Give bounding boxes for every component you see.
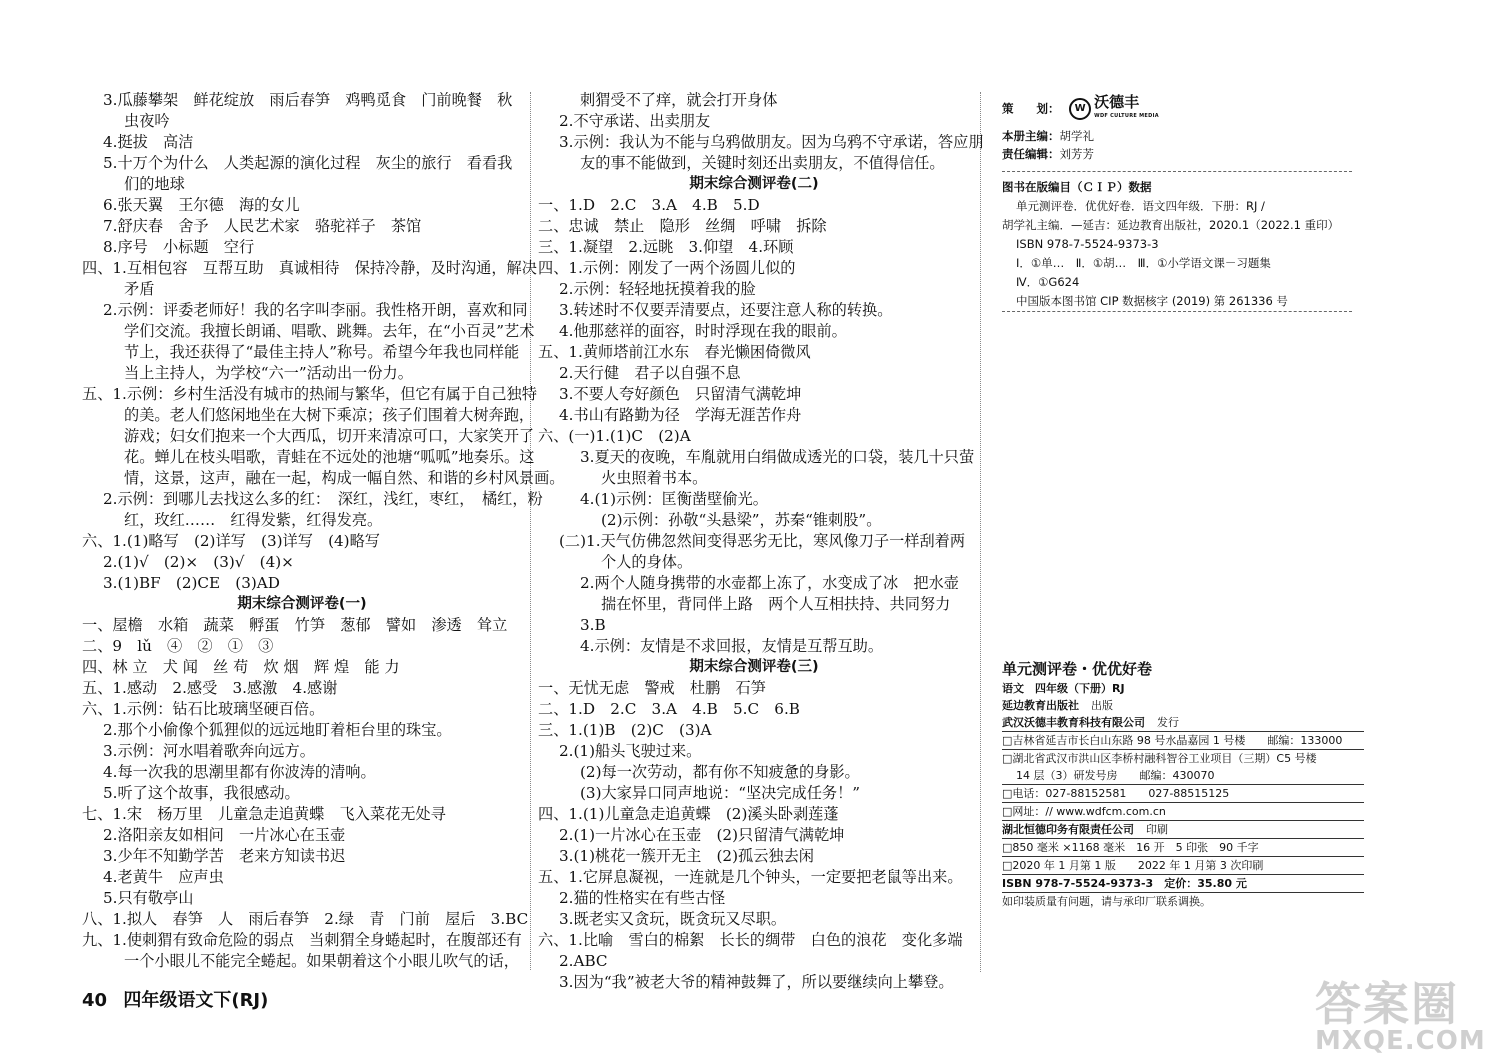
answer-line: 2.天行健 君子以自强不息 bbox=[559, 364, 741, 382]
answer-line: 六、1.示例：钻石比玻璃坚硬百倍。 bbox=[82, 700, 325, 718]
answer-line: 四、1.示例：刚发了一两个汤圆儿似的 bbox=[538, 259, 796, 277]
answer-line: 的美。老人们悠闲地坐在大树下乘凉；孩子们围着大树奔跑， bbox=[124, 406, 535, 424]
answer-line: 火虫照着书本。 bbox=[601, 469, 708, 487]
answer-line: 2.那个小偷像个狐狸似的远远地盯着柜台里的珠宝。 bbox=[103, 721, 452, 739]
column-divider bbox=[980, 92, 981, 972]
answer-line: 7.舒庆春 舍予 人民艺术家 骆驼祥子 茶馆 bbox=[103, 217, 422, 235]
imprint-spec: □850 毫米 ×1168 毫米 16 开 5 印张 90 千字 bbox=[1002, 839, 1364, 857]
imprint-phone: □电话：027-88152581 027-88515125 bbox=[1002, 785, 1364, 803]
answer-line: 4.他那慈祥的面容，时时浮现在我的眼前。 bbox=[559, 322, 847, 340]
answer-line: 一、无忧无虑 警戒 杜鹏 石笋 bbox=[538, 679, 766, 697]
imprint-website: □网址：// www.wdfcm.com.cn bbox=[1002, 803, 1364, 821]
answer-line: 八、1.拟人 春笋 人 雨后春笋 2.绿 青 门前 屋后 3.BC bbox=[82, 910, 529, 928]
cip-block bbox=[1002, 197, 1352, 312]
answer-line: 四、1.互相包容 互帮互助 真诚相待 保持冷静，及时沟通，解决 bbox=[82, 259, 537, 277]
answer-line: 矛盾 bbox=[124, 280, 155, 298]
answer-line: 4.每一次我的思潮里都有你波涛的清响。 bbox=[103, 763, 376, 781]
section-heading: 期末综合测评卷(一) bbox=[237, 596, 367, 612]
answer-line: 3.(1)桃花一簇开无主 (2)孤云独去闲 bbox=[559, 847, 814, 865]
answer-line: 个人的身体。 bbox=[601, 553, 693, 571]
imprint-edition: □2020 年 1 月第 1 版 2022 年 1 月第 3 次印刷 bbox=[1002, 857, 1364, 875]
answer-line: 2.猫的性格实在有些古怪 bbox=[559, 889, 726, 907]
answer-column-middle bbox=[538, 90, 984, 993]
imprint-block bbox=[1002, 658, 1364, 910]
section-heading: 期末综合测评卷(二) bbox=[689, 176, 819, 192]
answer-line: 刺猬受不了痒，就会打开身体 bbox=[580, 91, 778, 109]
answer-line: 4.(1)示例：匡衡凿壁偷光。 bbox=[580, 490, 768, 508]
answer-line: 3.既老实又贪玩，既贪玩又尽职。 bbox=[559, 910, 787, 928]
answer-line: 一、屋檐 水箱 蔬菜 孵蛋 竹笋 葱郁 譬如 渗透 耸立 bbox=[82, 616, 508, 634]
answer-line: 3.示例：我认为不能与乌鸦做朋友。因为乌鸦不守承诺，答应朋 bbox=[559, 133, 984, 151]
responsible-editor-row: 责任编辑：刘芳芳 bbox=[1002, 147, 1094, 161]
answer-line: 四、1.(1)儿童急走追黄蝶 (2)溪头卧剥莲蓬 bbox=[538, 805, 839, 823]
answer-line: 5.只有敬亭山 bbox=[103, 889, 194, 907]
imprint-subject: 语文 四年级（下册）RJ bbox=[1002, 682, 1125, 695]
answer-line: 2.两个人随身携带的水壶都上冻了，水变成了冰 把水壶 bbox=[580, 574, 959, 592]
imprint-address-3: 14 层（3）研发号房 邮编：430070 bbox=[1002, 767, 1364, 785]
answer-line: 2.洛阳亲友如相问 一片冰心在玉壶 bbox=[103, 826, 346, 844]
answer-line: 3.示例：河水唱着歌奔向远方。 bbox=[103, 742, 315, 760]
answer-line: 2.(1)一片冰心在玉壶 (2)只留清气满乾坤 bbox=[559, 826, 845, 844]
answer-line: 揣在怀里，背同伴上路 两个人互相扶持、共同努力 bbox=[601, 595, 951, 613]
answer-line: 3.瓜藤攀架 鲜花绽放 雨后春笋 鸡鸭觅食 门前晚餐 秋 bbox=[103, 91, 513, 109]
cip-line: 单元测评卷．优优好卷．语文四年级．下册：RJ / bbox=[1016, 199, 1265, 213]
cip-line: Ⅰ．①单… Ⅱ．①胡… Ⅲ．①小学语文课－习题集 bbox=[1016, 256, 1271, 270]
answer-line: 4.挺拔 高洁 bbox=[103, 133, 194, 151]
answer-line: 五、1.它屏息凝视，一连就是几个钟头，一定要把老鼠等出来。 bbox=[538, 868, 963, 886]
answer-line: 2.(1)船头飞驶过来。 bbox=[559, 742, 702, 760]
answer-line: 九、1.使刺猬有致命危险的弱点 当刺猬全身蜷起时，在腹部还有 bbox=[82, 931, 522, 949]
planner-row bbox=[1002, 95, 1352, 123]
cip-line: ISBN 978-7-5524-9373-3 bbox=[1016, 237, 1159, 251]
answer-line: 游戏；妇女们抱来一个大西瓜，切开来清凉可口，大家笑开了 bbox=[124, 427, 535, 445]
answer-line: 二、1.D 2.C 3.A 4.B 5.C 6.B bbox=[538, 700, 800, 718]
answer-line: 3.因为“我”被老大爷的精神鼓舞了，所以要继续向上攀登。 bbox=[559, 973, 954, 991]
cip-line: 胡学礼主编．—延吉：延边教育出版社，2020.1（2022.1 重印） bbox=[1002, 218, 1340, 232]
answer-line: 8.序号 小标题 空行 bbox=[103, 238, 255, 256]
answer-line: (2)每一次劳动，都有你不知疲惫的身影。 bbox=[580, 763, 860, 781]
answer-line: 三、1.凝望 2.远眺 3.仰望 4.环顾 bbox=[538, 238, 794, 256]
answer-line: 五、1.黄师塔前江水东 春光懒困倚微风 bbox=[538, 343, 811, 361]
answer-line: 3.夏天的夜晚，车胤就用白绢做成透光的口袋，装几十只萤 bbox=[580, 448, 975, 466]
imprint-isbn-price: ISBN 978-7-5524-9373-3 定价：35.80 元 bbox=[1002, 875, 1364, 893]
answer-line: 3.转述时不仅要弄清要点，还要注意人称的转换。 bbox=[559, 301, 893, 319]
wdf-logo-icon: W bbox=[1069, 98, 1091, 120]
answer-line: 5.听了这个故事，我很感动。 bbox=[103, 784, 300, 802]
answer-line: 三、1.(1)B (2)C (3)A bbox=[538, 721, 712, 739]
answer-line: 5.十万个为什么 人类起源的演化过程 灰尘的旅行 看看我 bbox=[103, 154, 513, 172]
answer-line: 五、1.示例：乡村生活没有城市的热闹与繁华，但它有属于自己独特 bbox=[82, 385, 537, 403]
section-heading: 期末综合测评卷(三) bbox=[689, 659, 819, 675]
imprint-note: 如印装质量有问题，请与承印厂联系调换。 bbox=[1002, 895, 1211, 908]
answer-line: 七、1.宋 杨万里 儿童急走追黄蝶 飞入菜花无处寻 bbox=[82, 805, 446, 823]
answer-line: 3.不要人夸好颜色 只留清气满乾坤 bbox=[559, 385, 802, 403]
answer-line: 们的地球 bbox=[124, 175, 185, 193]
chief-editor-row: 本册主编：胡学礼 bbox=[1002, 129, 1094, 143]
logo-subtitle: WDF CULTURE MEDIA bbox=[1094, 113, 1159, 119]
imprint-title: 单元测评卷・优优好卷 bbox=[1002, 660, 1153, 678]
answer-line: (2)示例：孙敬“头悬梁”，苏秦“锥刺股”。 bbox=[601, 511, 882, 529]
answer-line: 6.张天翼 王尔德 海的女儿 bbox=[103, 196, 300, 214]
answer-line: 3.B bbox=[580, 616, 606, 634]
cip-line: 中国版本图书馆 CIP 数据核字 (2019) 第 261336 号 bbox=[1016, 294, 1288, 308]
answer-line: 一个小眼儿不能完全蜷起。如果朝着这个小眼儿吹气的话， bbox=[124, 952, 519, 970]
answer-line: 3.少年不知勤学苦 老来方知读书迟 bbox=[103, 847, 346, 865]
divider bbox=[1002, 171, 1352, 172]
imprint-address-1: □吉林省延吉市长白山东路 98 号水晶嘉园 1 号楼 邮编：133000 bbox=[1002, 732, 1364, 750]
logo-text: 沃德丰 bbox=[1094, 93, 1140, 111]
answer-line: 二、忠诚 禁止 隐形 丝绸 呼啸 拆除 bbox=[538, 217, 827, 235]
answer-line: 花。蝉儿在枝头唱歌，青蛙在不远处的池塘“呱呱”地奏乐。这 bbox=[124, 448, 535, 466]
answer-line: (3)大家异口同声地说：“坚决完成任务！” bbox=[580, 784, 861, 802]
publisher-logo bbox=[1069, 95, 1159, 123]
answer-line: 2.ABC bbox=[559, 952, 608, 970]
answer-column-left bbox=[82, 90, 565, 972]
answer-line: 一、1.D 2.C 3.A 4.B 5.D bbox=[538, 196, 760, 214]
answer-line: 当上主持人，为学校“六一”活动出一份力。 bbox=[124, 364, 413, 382]
imprint-printer: 湖北恒德印务有限责任公司 印刷 bbox=[1002, 821, 1364, 839]
answer-line: 4.书山有路勤为径 学海无涯苦作舟 bbox=[559, 406, 802, 424]
answer-line: 2.示例：评委老师好！我的名字叫李丽。我性格开朗，喜欢和同 bbox=[103, 301, 528, 319]
cip-line: Ⅳ．①G624 bbox=[1016, 275, 1080, 289]
column-divider bbox=[530, 92, 531, 970]
book-title: 四年级语文下(RJ) bbox=[123, 990, 269, 1011]
answer-line: (二)1.天气仿佛忽然间变得恶劣无比，寒风像刀子一样刮着两 bbox=[559, 532, 966, 550]
answer-line: 学们交流。我擅长朗诵、唱歌、跳舞。去年，在“小百灵”艺术 bbox=[124, 322, 535, 340]
imprint-publisher: 延边教育出版社 出版 bbox=[1002, 699, 1113, 712]
page-number: 40 bbox=[82, 990, 108, 1011]
answer-line: 4.示例：友情是不求回报，友情是互帮互助。 bbox=[580, 637, 884, 655]
answer-line: 情，这景，这声，融在一起，构成一幅自然、和谐的乡村风景画。 bbox=[124, 469, 565, 487]
answer-line: 2.示例：到哪儿去找这么多的红： 深红，浅红，枣红， 橘红，粉 bbox=[103, 490, 543, 508]
answer-line: 五、1.感动 2.感受 3.感激 4.感谢 bbox=[82, 679, 338, 697]
imprint-address-2: □湖北省武汉市洪山区李桥村融科智谷工业项目（三期）C5 号楼 bbox=[1002, 752, 1317, 765]
answer-line: 友的事不能做到，关键时刻还出卖朋友，不值得信任。 bbox=[580, 154, 945, 172]
answer-line: 节上，我还获得了“最佳主持人”称号。希望今年我也同样能 bbox=[124, 343, 520, 361]
answer-line: 六、1.比喻 雪白的棉絮 长长的绸带 白色的浪花 变化多端 bbox=[538, 931, 963, 949]
answer-line: 2.不守承诺、出卖朋友 bbox=[559, 112, 711, 130]
answer-line: 3.(1)BF (2)CE (3)AD bbox=[103, 574, 280, 592]
answer-line: 二、9 lǔ ④ ② ① ③ bbox=[82, 637, 274, 655]
cip-heading: 图书在版编目（ＣＩＰ）数据 bbox=[1002, 180, 1152, 194]
answer-line: 六、(一)1.(1)C (2)A bbox=[538, 427, 691, 445]
answer-line: 红，玫红…… 红得发紫，红得发亮。 bbox=[124, 511, 383, 529]
answer-line: 2.(1)√ (2)× (3)√ (4)× bbox=[103, 553, 294, 571]
answer-line: 虫夜吟 bbox=[124, 112, 170, 130]
imprint-distributor: 武汉沃德丰教育科技有限公司 发行 bbox=[1002, 714, 1364, 732]
page-footer bbox=[82, 986, 268, 1012]
answer-line: 四、林 立 犬 闻 丝 苟 炊 烟 辉 煌 能 力 bbox=[82, 658, 400, 676]
watermark-logo: 答案圈 MXQE.COM bbox=[1315, 977, 1486, 1056]
answer-line: 六、1.(1)略写 (2)详写 (3)详写 (4)略写 bbox=[82, 532, 380, 550]
answer-line: 4.老黄牛 应声虫 bbox=[103, 868, 224, 886]
answer-line: 2.示例：轻轻地抚摸着我的脸 bbox=[559, 280, 756, 298]
planner-label: 策 划： bbox=[1002, 101, 1060, 116]
credits-panel bbox=[1002, 95, 1352, 312]
